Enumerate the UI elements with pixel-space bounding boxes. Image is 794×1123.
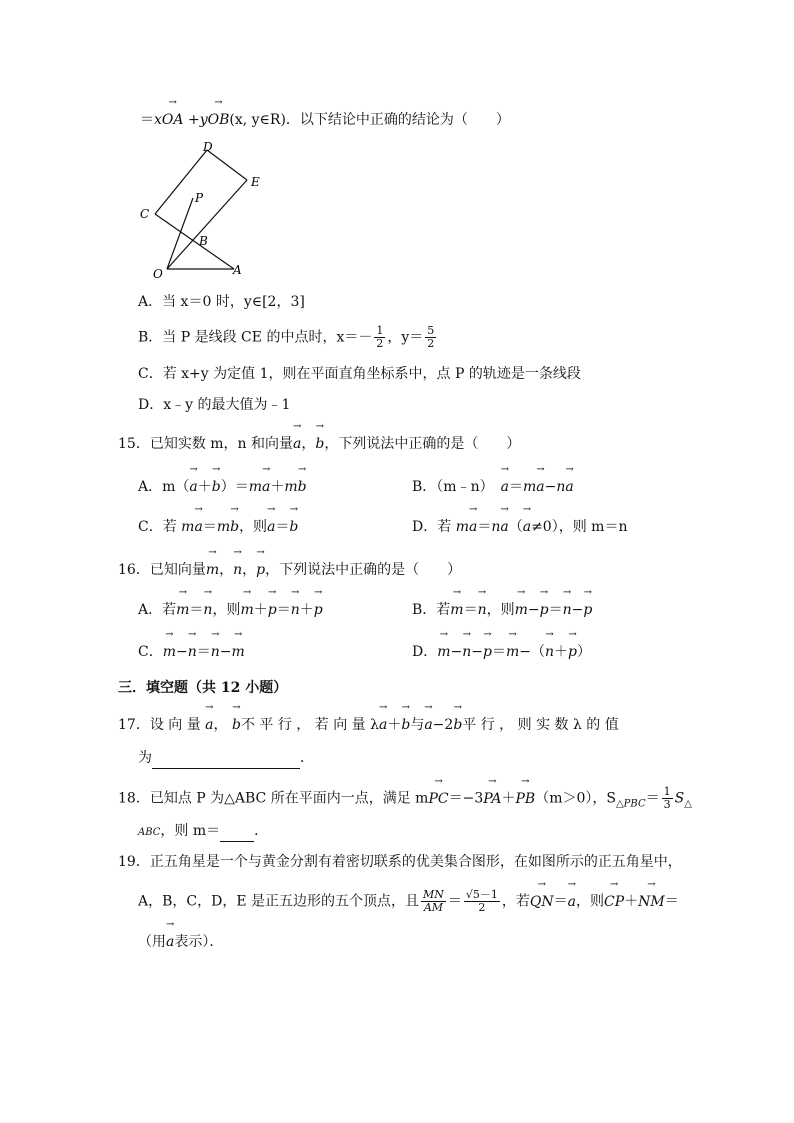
q19-line1: 19．正五角星是一个与黄金分割有着密切联系的优美集合图形，在如图所示的正五角星中， (118, 854, 682, 870)
q14-option-a: A．当 x＝0 时，y∈[2，3] (138, 294, 305, 310)
q16-option-c: C．→ m−→ n＝→ n−→ m (138, 642, 245, 662)
q14-option-c: C．若 x+y 为定值 1，则在平面直角坐标系中，点 P 的轨迹是一条线段 (138, 366, 581, 382)
label-C: C (140, 207, 150, 221)
q16-option-b: B．若→ m＝→ n，则→ m−→ p＝→ n−→ p (412, 600, 592, 620)
q17-line1: 17．设 向 量 → a， → b不 平 行 ， 若 向 量 λ→ a＋→ b与→ a−2→ b平 行 ， 则 实 数 λ 的 值 (118, 715, 619, 735)
q16-stem: 16．已知向量→ m，→ n，→ p，下列说法中正确的是（ ） (118, 560, 461, 580)
q19-line3: （用→ a表示）． (138, 932, 223, 952)
q15-option-d: D．若 m→ a＝n→ a（→ a≠0），则 m＝n (412, 517, 627, 537)
label-D: D (203, 140, 213, 154)
q16-option-a: A．若→ m＝→ n，则→ m＋→ p＝→ n＋→ p (138, 600, 323, 620)
q14-stem: ＝x→ OA +y→ OB(x, y∈R)．以下结论中正确的结论为（ ） (140, 110, 510, 130)
label-P: P (195, 191, 204, 205)
q17-line2: 为 ． (138, 748, 314, 769)
q14-option-b: B．当 P 是线段 CE 的中点时，x＝－ $\frac{1}{2}$ ，y＝ $\frac{5}{2}$ (138, 324, 435, 350)
label-E: E (251, 175, 260, 189)
q15-option-c: C．若 m→ a＝m→ b，则→ a＝→ b (138, 517, 298, 537)
label-O: O (153, 267, 163, 281)
q16-option-d: D．→ m−→ n−→ p＝→ m−（→ n＋→ p） (412, 642, 591, 662)
q14-figure (135, 138, 270, 283)
label-B: B (199, 234, 208, 248)
section-title: 三．填空题（共 12 小题） (118, 680, 288, 696)
q18-line2: ABC，则 m＝ ． (138, 821, 268, 843)
label-A: A (233, 263, 242, 277)
q18-answer-blank[interactable] (220, 821, 254, 842)
q15-option-b: B．（m﹣n） → a＝m→ a−n→ a (412, 477, 574, 497)
q17-answer-blank[interactable] (152, 748, 300, 769)
q15-stem: 15．已知实数 m，n 和向量→ a，→ b，下列说法中正确的是（ ） (118, 434, 520, 454)
q18-line1: 18．已知点 P 为△ABC 所在平面内一点，满足 m→ PC＝−3→ PA＋→ PB（m＞0），$S_{\triangle PBC}=$ $\frac{1}{3}$ $S_\triangle$ (118, 786, 692, 814)
q14-option-d: D．x﹣y 的最大值为﹣1 (138, 397, 291, 413)
q19-line2: A，B，C，D，E 是正五边形的五个顶点，且 $\frac{MN}{AM}$ ＝ $\frac{√5-1}{2}$ ，若→ QN＝→ a，则→ CP＋→ NM＝ (138, 889, 679, 914)
q15-option-a: A．m（→ a＋→ b）＝m→ a＋m→ b (138, 477, 307, 497)
